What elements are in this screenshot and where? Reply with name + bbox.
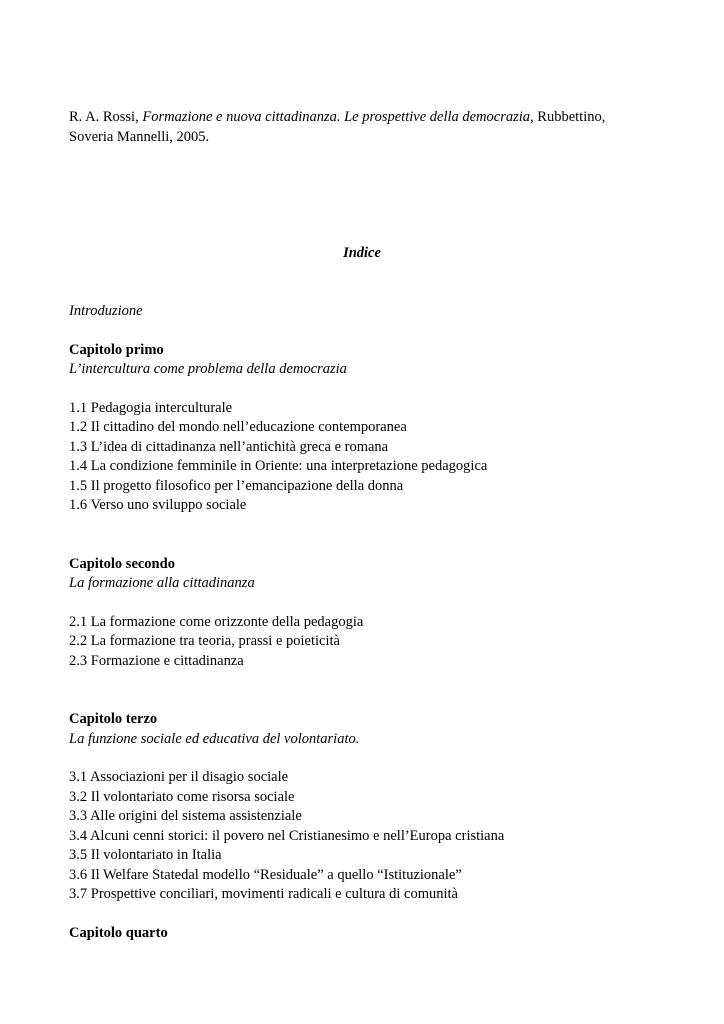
section-1-4: 1.4 La condizione femminile in Oriente: una interpretazione pedagogica xyxy=(69,458,488,474)
chapter-2-subtitle: La formazione alla cittadinanza xyxy=(69,575,255,591)
section-3-1: 3.1 Associazioni per il disagio sociale xyxy=(69,769,289,785)
chapter-4-heading: Capitolo quarto xyxy=(69,925,168,941)
section-3-5: 3.5 Il volontariato in Italia xyxy=(69,847,222,863)
section-1-2: 1.2 Il cittadino del mondo nell’educazione contemporanea xyxy=(69,419,407,435)
section-3-7: 3.7 Prospettive conciliari, movimenti radicali e cultura di comunità xyxy=(69,886,458,902)
section-3-2: 3.2 Il volontariato come risorsa sociale xyxy=(69,789,295,805)
chapter-1-heading: Capitolo primo xyxy=(69,342,164,358)
section-1-1: 1.1 Pedagogia interculturale xyxy=(69,400,233,416)
author: R. A. Rossi, xyxy=(69,109,143,125)
introduction-entry: Introduzione xyxy=(69,303,143,319)
chapter-3-heading: Capitolo terzo xyxy=(69,711,158,727)
section-3-3: 3.3 Alle origini del sistema assistenziale xyxy=(69,808,302,824)
chapter-1-subtitle: L’intercultura come problema della democrazia xyxy=(69,361,347,377)
section-3-6: 3.6 Il Welfare Statedal modello “Residuale” a quello “Istituzionale” xyxy=(69,867,462,883)
section-1-3: 1.3 L’idea di cittadinanza nell’antichità greca e romana xyxy=(69,439,389,455)
section-1-6: 1.6 Verso uno sviluppo sociale xyxy=(69,497,247,513)
bibliographic-reference xyxy=(69,107,659,147)
section-2-1: 2.1 La formazione come orizzonte della pedagogia xyxy=(69,614,364,630)
section-2-2: 2.2 La formazione tra teoria, prassi e poieticità xyxy=(69,633,340,649)
book-title: Formazione e nuova cittadinanza. Le prospettive della democrazia, xyxy=(142,109,534,125)
chapter-3-subtitle: La funzione sociale ed educativa del volontariato. xyxy=(69,731,360,747)
index-title: Indice xyxy=(343,245,381,261)
publisher: Rubbettino, xyxy=(533,109,606,125)
chapter-2-heading: Capitolo secondo xyxy=(69,556,175,572)
section-1-5: 1.5 Il progetto filosofico per l’emancipazione della donna xyxy=(69,478,404,494)
section-3-4: 3.4 Alcuni cenni storici: il povero nel Cristianesimo e nell’Europa cristiana xyxy=(69,828,505,844)
section-2-3: 2.3 Formazione e cittadinanza xyxy=(69,653,244,669)
publisher-place-year: Soveria Mannelli, 2005. xyxy=(69,129,210,145)
